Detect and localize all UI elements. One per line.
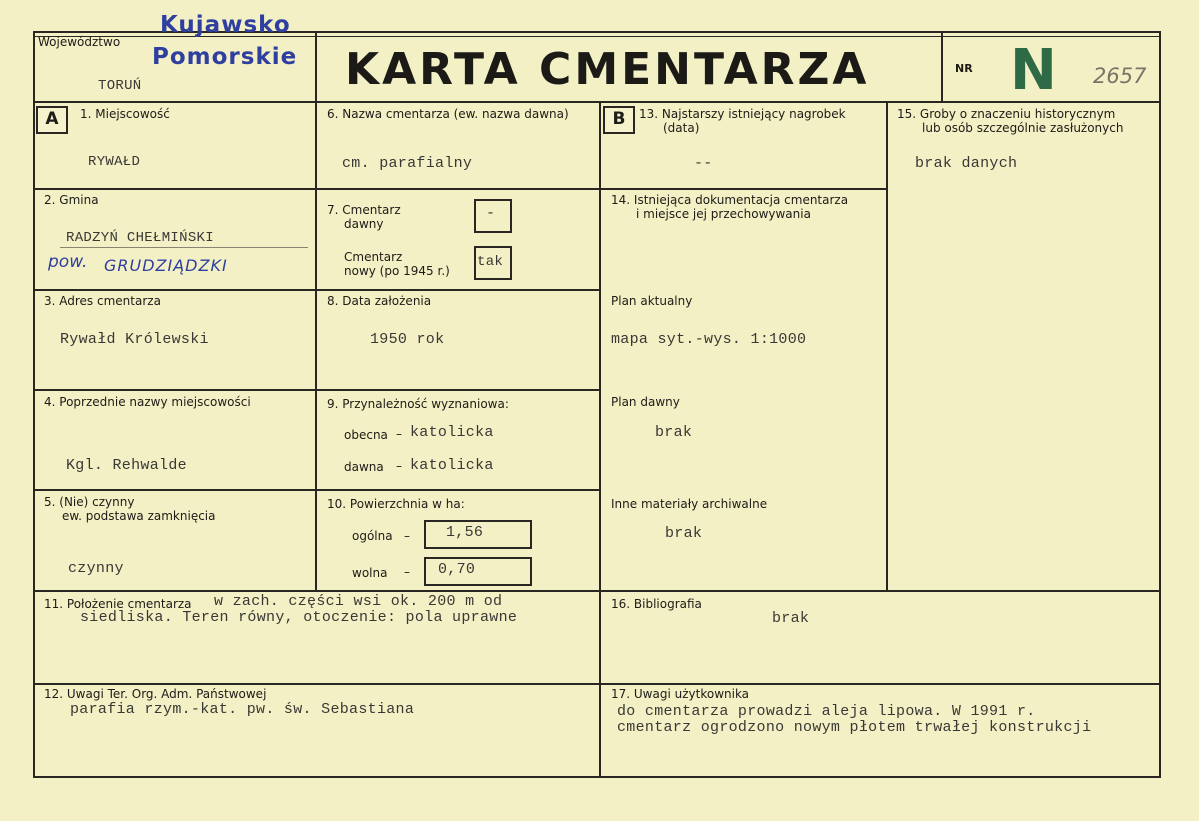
f5-value: czynny xyxy=(68,560,124,577)
header-divider-2 xyxy=(941,31,943,103)
f5-label-2: ew. podstawa zamknięcia xyxy=(62,509,216,523)
f11-value-2: siedliska. Teren równy, otoczenie: pola uprawne xyxy=(80,609,518,626)
inne-materialy-value: brak xyxy=(665,525,703,542)
f3-label: 3. Adres cmentarza xyxy=(44,294,161,308)
f1-value: RYWAŁD xyxy=(88,154,141,170)
col-divider-3 xyxy=(886,101,888,591)
f9-label: 9. Przynależność wyznaniowa: xyxy=(327,397,509,411)
plan-aktualny-label: Plan aktualny xyxy=(611,294,693,308)
f6-label: 6. Nazwa cmentarza (ew. nazwa dawna) xyxy=(327,107,569,121)
f10-ogolna-label: ogólna xyxy=(352,529,393,543)
f9-obecna-label: obecna xyxy=(344,428,388,442)
f7-nowy-value: tak xyxy=(477,254,504,270)
nr-label: NR xyxy=(955,62,973,75)
f2-note-value: GRUDZIĄDZKI xyxy=(104,256,228,275)
f11-value-1: w zach. części wsi ok. 200 m od xyxy=(214,593,503,610)
row-line-b1 xyxy=(599,188,887,190)
f15-value: brak danych xyxy=(915,155,1018,172)
f1-label: 1. Miejscowość xyxy=(80,107,170,121)
f13-label-2: (data) xyxy=(663,121,700,135)
f12-value: parafia rzym.-kat. pw. św. Sebastiana xyxy=(70,701,415,718)
f9-dawna-value: katolicka xyxy=(410,457,494,474)
f10-wolna-label: wolna xyxy=(352,566,388,580)
frame-bottom-line xyxy=(33,776,1161,778)
plan-dawny-label: Plan dawny xyxy=(611,395,680,409)
f10-ogolna-value: 1,56 xyxy=(446,524,484,541)
inne-materialy-label: Inne materiały archiwalne xyxy=(611,497,768,511)
f6-value: cm. parafialny xyxy=(342,155,473,172)
section-a-marker: A xyxy=(36,106,68,134)
f14-label-2: i miejsce jej przechowywania xyxy=(636,207,811,221)
f13-label-1: 13. Najstarszy istniejący nagrobek xyxy=(639,107,846,121)
plan-dawny-value: brak xyxy=(655,424,693,441)
f4-value: Kgl. Rehwalde xyxy=(66,457,187,474)
row-line-3 xyxy=(33,389,600,391)
f7-nowy-label-1: Cmentarz xyxy=(344,250,403,264)
f8-value: 1950 rok xyxy=(370,331,445,348)
f7-nowy-label-2: nowy (po 1945 r.) xyxy=(344,264,450,278)
f9-obecna-dash: – xyxy=(396,427,402,441)
f10-ogolna-dash: – xyxy=(404,529,410,543)
f17-value-1: do cmentarza prowadzi aleja lipowa. W 1991 r. xyxy=(617,703,1036,720)
f10-label: 10. Powierzchnia w ha: xyxy=(327,497,465,511)
f5-label-1: 5. (Nie) czynny xyxy=(44,495,135,509)
wojewodztwo-stamp-line1: Kujawsko xyxy=(160,12,291,38)
f2-underline xyxy=(60,247,308,248)
f8-label: 8. Data założenia xyxy=(327,294,432,308)
f14-label-1: 14. Istniejąca dokumentacja cmentarza xyxy=(611,193,849,207)
frame-right-line xyxy=(1159,31,1161,777)
col-divider-1 xyxy=(315,101,317,591)
row-line-4 xyxy=(33,489,600,491)
f13-value: -- xyxy=(694,155,713,172)
f9-obecna-value: katolicka xyxy=(410,424,494,441)
nr-number: 2657 xyxy=(1093,64,1147,88)
nr-letter: N xyxy=(1010,38,1057,103)
f10-wolna-dash: – xyxy=(404,565,410,579)
header-divider-1 xyxy=(315,31,317,103)
f16-label: 16. Bibliografia xyxy=(611,597,702,611)
f7-label-1: 7. Cmentarz xyxy=(327,203,401,217)
f10-wolna-value: 0,70 xyxy=(438,561,476,578)
f17-label: 17. Uwagi użytkownika xyxy=(611,687,750,701)
f15-label-2: lub osób szczególnie zasłużonych xyxy=(922,121,1124,135)
wojewodztwo-stamp-line2: Pomorskie xyxy=(152,44,298,70)
row-line-2 xyxy=(33,289,600,291)
f7-dawny-value: - xyxy=(486,205,496,222)
f11-label: 11. Położenie cmentarza xyxy=(44,597,192,611)
f4-label: 4. Poprzednie nazwy miejscowości xyxy=(44,395,251,409)
section-b-marker: B xyxy=(603,106,635,134)
card-title: KARTA CMENTARZA xyxy=(345,44,870,95)
f17-value-2: cmentarz ogrodzono nowym płotem trwałej konstrukcji xyxy=(617,719,1092,736)
f9-dawna-label: dawna xyxy=(344,460,384,474)
f9-dawna-dash: – xyxy=(396,459,402,473)
header-bottom-line xyxy=(33,101,1161,103)
f15-label-1: 15. Groby o znaczeniu historycznym xyxy=(897,107,1116,121)
wojewodztwo-label: Województwo xyxy=(38,35,121,49)
f2-note-pow: pow. xyxy=(48,252,88,272)
f12-label: 12. Uwagi Ter. Org. Adm. Państwowej xyxy=(44,687,267,701)
f2-label: 2. Gmina xyxy=(44,193,99,207)
f7-label-2: dawny xyxy=(344,217,384,231)
row-line-5 xyxy=(33,590,1161,592)
wojewodztwo-old-value: TORUŃ xyxy=(98,78,142,94)
f16-value: brak xyxy=(772,610,810,627)
row-line-6 xyxy=(33,683,1161,685)
col-divider-2 xyxy=(599,101,601,777)
f2-value: RADZYŃ CHEŁMIŃSKI xyxy=(66,230,214,246)
f3-value: Rywałd Królewski xyxy=(60,331,209,348)
frame-left-line xyxy=(33,31,35,777)
row-line-1 xyxy=(33,188,600,190)
plan-aktualny-value: mapa syt.-wys. 1:1000 xyxy=(611,331,807,348)
